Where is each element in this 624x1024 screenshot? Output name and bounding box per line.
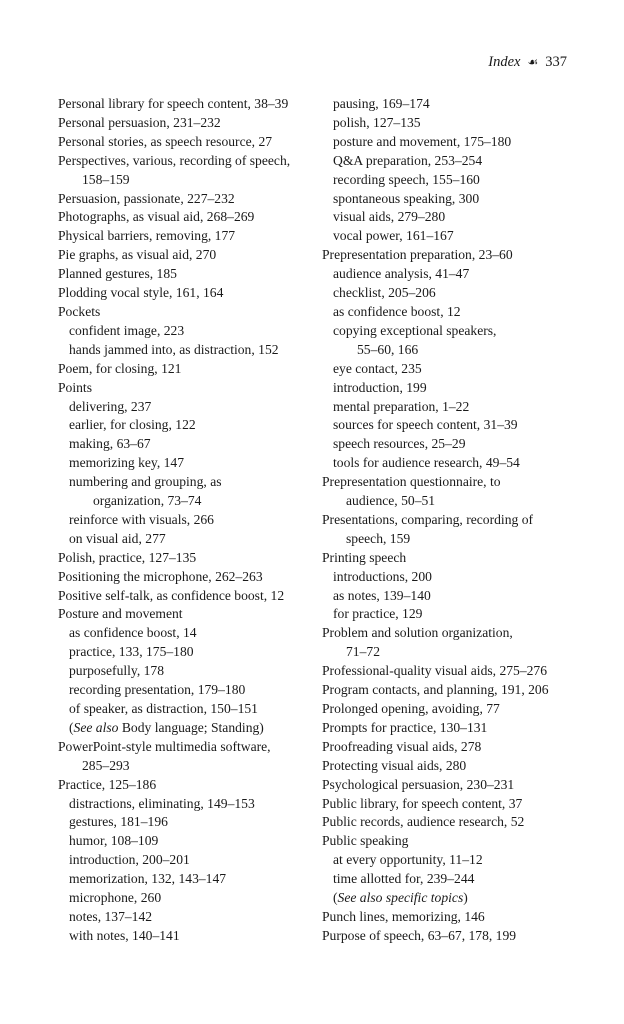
- entry-continuation: [322, 643, 582, 662]
- index-entry: [322, 549, 582, 568]
- entry-line: [322, 190, 582, 209]
- index-subentry: [58, 416, 308, 435]
- index-subentry: [322, 851, 582, 870]
- index-subentry: [322, 95, 582, 114]
- entry-text: distractions, eliminating, 149–153: [69, 795, 255, 811]
- index-entry: [58, 190, 308, 209]
- entry-line: [322, 473, 582, 492]
- entry-line: [58, 719, 308, 738]
- index-subentry: [322, 284, 582, 303]
- entry-line: [58, 511, 308, 530]
- entry-text: checklist, 205–206: [333, 285, 436, 301]
- entry-text: for practice, 129: [333, 606, 423, 622]
- index-subentry: [322, 190, 582, 209]
- entry-line: [58, 341, 308, 360]
- index-subentry: [322, 152, 582, 171]
- entry-text: visual aids, 279–280: [333, 209, 446, 225]
- entry-line: [58, 416, 308, 435]
- fleuron-ornament-icon: ☙: [527, 55, 539, 69]
- entry-continuation: [58, 492, 308, 511]
- entry-line: [58, 398, 308, 417]
- index-subentry: [58, 662, 308, 681]
- entry-line: [58, 927, 308, 946]
- index-subentry: [58, 908, 308, 927]
- index-entry: [58, 246, 308, 265]
- index-subentry: [322, 870, 582, 889]
- entry-text: Prepresentation preparation, 23–60: [322, 247, 513, 263]
- entry-text: Poem, for closing, 121: [58, 360, 182, 376]
- index-entry: [58, 738, 308, 776]
- entry-continuation: [322, 530, 582, 549]
- index-subentry: [322, 265, 582, 284]
- entry-line: [322, 360, 582, 379]
- index-subentry: [58, 454, 308, 473]
- index-entry: [322, 511, 582, 549]
- entry-line: [322, 927, 582, 946]
- entry-line: [58, 114, 308, 133]
- entry-text: as notes, 139–140: [333, 587, 431, 603]
- index-subentry: [322, 171, 582, 190]
- entry-continuation: [58, 757, 308, 776]
- entry-line: [58, 227, 308, 246]
- index-entry: [322, 473, 582, 511]
- entry-text: Persuasion, passionate, 227–232: [58, 190, 235, 206]
- index-subentry: [322, 568, 582, 587]
- entry-line: [58, 152, 308, 171]
- entry-text: PowerPoint-style multimedia software,: [58, 738, 271, 754]
- index-entry: [58, 114, 308, 133]
- entry-line: [58, 246, 308, 265]
- entry-text: eye contact, 235: [333, 360, 422, 376]
- entry-text: as confidence boost, 12: [333, 303, 461, 319]
- index-subentry: [58, 889, 308, 908]
- entry-line: [322, 757, 582, 776]
- index-subentry: [58, 322, 308, 341]
- entry-line: [58, 889, 308, 908]
- entry-line: [322, 133, 582, 152]
- entry-text: earlier, for closing, 122: [69, 417, 196, 433]
- entry-text: Personal library for speech content, 38–39: [58, 96, 289, 111]
- index-entry: [58, 587, 308, 606]
- entry-line: [322, 700, 582, 719]
- entry-text: time allotted for, 239–244: [333, 871, 475, 887]
- entry-line: [322, 114, 582, 133]
- index-entry: [322, 246, 582, 265]
- index-subentry: [322, 208, 582, 227]
- index-entry: [58, 303, 308, 322]
- entry-line: [58, 681, 308, 700]
- index-entry: [322, 927, 582, 946]
- index-subentry: [58, 473, 308, 511]
- entry-text: making, 63–67: [69, 436, 151, 452]
- entry-line: [58, 738, 308, 757]
- entry-text: with notes, 140–141: [69, 927, 180, 943]
- entry-text: memorization, 132, 143–147: [69, 871, 227, 887]
- index-entry: [58, 549, 308, 568]
- entry-line: [58, 530, 308, 549]
- index-subentry: [58, 511, 308, 530]
- index-subentry: [58, 681, 308, 700]
- entry-continuation-text: 158–159: [82, 171, 130, 187]
- index-entry: [58, 379, 308, 398]
- index-subentry: [58, 813, 308, 832]
- entry-text: Perspectives, various, recording of speech,: [58, 152, 291, 168]
- index-subentry: [322, 379, 582, 398]
- entry-line: [322, 681, 582, 700]
- entry-line: [58, 568, 308, 587]
- index-subentry: [58, 700, 308, 719]
- index-entry: [58, 776, 308, 795]
- entry-line: [322, 832, 582, 851]
- entry-continuation-text: speech, 159: [346, 530, 411, 546]
- entry-text: polish, 127–135: [333, 114, 421, 130]
- entry-line: [58, 870, 308, 889]
- index-subentry: [322, 322, 582, 360]
- entry-text: humor, 108–109: [69, 833, 159, 849]
- index-entry: [58, 133, 308, 152]
- entry-line: [322, 379, 582, 398]
- entry-text: Physical barriers, removing, 177: [58, 228, 236, 244]
- entry-line: [322, 284, 582, 303]
- entry-line: [58, 284, 308, 303]
- entry-text: Psychological persuasion, 230–231: [322, 776, 515, 792]
- index-entry: [58, 605, 308, 624]
- index-entry: [322, 776, 582, 795]
- index-column-left: [58, 95, 308, 946]
- entry-line: [322, 152, 582, 171]
- see-also-text: ): [463, 890, 468, 906]
- entry-text: Program contacts, and planning, 191, 206: [322, 682, 549, 698]
- entry-text: Plodding vocal style, 161, 164: [58, 285, 224, 301]
- entry-line: [58, 133, 308, 152]
- index-subentry: [322, 303, 582, 322]
- entry-text: reinforce with visuals, 266: [69, 511, 214, 527]
- index-subentry: [322, 889, 582, 908]
- entry-text: Proofreading visual aids, 278: [322, 738, 482, 754]
- index-subentry: [322, 416, 582, 435]
- entry-line: [58, 95, 308, 114]
- entry-text: tools for audience research, 49–54: [333, 455, 520, 471]
- entry-text: Punch lines, memorizing, 146: [322, 908, 485, 924]
- entry-line: [322, 587, 582, 606]
- entry-line: [322, 511, 582, 530]
- entry-line: [58, 643, 308, 662]
- index-entry: [322, 757, 582, 776]
- index-subentry: [58, 832, 308, 851]
- page-number: 337: [545, 54, 567, 70]
- entry-text: gestures, 181–196: [69, 814, 168, 830]
- entry-text: Printing speech: [322, 549, 407, 565]
- index-column-right: [322, 95, 582, 946]
- entry-continuation: [322, 341, 582, 360]
- entry-line: [322, 227, 582, 246]
- entry-line: [58, 662, 308, 681]
- see-also-open: (: [333, 890, 338, 906]
- entry-text: copying exceptional speakers,: [333, 322, 497, 338]
- entry-text: Problem and solution organization,: [322, 625, 513, 641]
- entry-text: on visual aid, 277: [69, 530, 166, 546]
- entry-continuation-text: 285–293: [82, 757, 130, 773]
- index-subentry: [58, 719, 308, 738]
- see-also-text: Body language; Standing): [118, 719, 264, 735]
- entry-text: of speaker, as distraction, 150–151: [69, 701, 258, 716]
- index-subentry: [322, 227, 582, 246]
- entry-text: Public library, for speech content, 37: [322, 795, 523, 811]
- entry-line: [322, 208, 582, 227]
- entry-line: [322, 568, 582, 587]
- see-also-label: See also specific topics: [337, 890, 464, 906]
- entry-text: Prepresentation questionnaire, to: [322, 474, 501, 490]
- entry-line: [322, 549, 582, 568]
- entry-line: [322, 738, 582, 757]
- index-entry: [58, 152, 308, 190]
- entry-line: [58, 549, 308, 568]
- entry-continuation: [322, 492, 582, 511]
- entry-line: [58, 776, 308, 795]
- index-entry: [322, 832, 582, 851]
- index-subentry: [58, 398, 308, 417]
- entry-text: audience analysis, 41–47: [333, 266, 470, 282]
- index-entry: [322, 624, 582, 662]
- entry-line: [58, 190, 308, 209]
- index-subentry: [58, 795, 308, 814]
- entry-line: [58, 265, 308, 284]
- entry-text: Presentations, comparing, recording of: [322, 511, 534, 527]
- index-subentry: [322, 454, 582, 473]
- entry-continuation-text: organization, 73–74: [93, 493, 202, 509]
- entry-text: memorizing key, 147: [69, 455, 185, 471]
- entry-line: [58, 587, 308, 606]
- index-subentry: [58, 643, 308, 662]
- index-entry: [322, 700, 582, 719]
- entry-text: introductions, 200: [333, 568, 432, 584]
- entry-line: [322, 889, 582, 908]
- entry-line: [322, 624, 582, 643]
- entry-line: [322, 303, 582, 322]
- entry-line: [322, 795, 582, 814]
- entry-line: [322, 322, 582, 341]
- entry-line: [58, 908, 308, 927]
- entry-text: posture and movement, 175–180: [333, 133, 512, 149]
- entry-line: [58, 322, 308, 341]
- index-entry: [58, 360, 308, 379]
- entry-text: delivering, 237: [69, 398, 152, 414]
- entry-text: Photographs, as visual aid, 268–269: [58, 209, 255, 225]
- entry-text: numbering and grouping, as: [69, 474, 222, 490]
- entry-text: introduction, 199: [333, 379, 427, 395]
- see-also-open: (: [69, 719, 74, 735]
- index-subentry: [322, 587, 582, 606]
- index-subentry: [322, 398, 582, 417]
- index-subentry: [58, 530, 308, 549]
- entry-line: [58, 832, 308, 851]
- entry-text: Positive self-talk, as confidence boost, 12: [58, 587, 285, 603]
- index-subentry: [322, 360, 582, 379]
- entry-text: Prompts for practice, 130–131: [322, 719, 488, 735]
- page-header: [488, 54, 567, 71]
- entry-line: [322, 454, 582, 473]
- entry-line: [58, 360, 308, 379]
- entry-text: Positioning the microphone, 262–263: [58, 568, 263, 584]
- index-subentry: [322, 435, 582, 454]
- entry-text: microphone, 260: [69, 890, 162, 906]
- index-subentry: [58, 624, 308, 643]
- entry-line: [322, 265, 582, 284]
- entry-text: Public records, audience research, 52: [322, 814, 525, 830]
- entry-text: pausing, 169–174: [333, 96, 430, 111]
- entry-line: [58, 851, 308, 870]
- entry-text: recording presentation, 179–180: [69, 682, 246, 698]
- entry-line: [58, 700, 308, 719]
- entry-line: [322, 719, 582, 738]
- entry-line: [58, 435, 308, 454]
- index-subentry: [58, 851, 308, 870]
- entry-continuation-text: 55–60, 166: [357, 341, 419, 357]
- entry-line: [322, 171, 582, 190]
- index-subentry: [58, 870, 308, 889]
- entry-text: Practice, 125–186: [58, 776, 157, 792]
- index-entry: [58, 284, 308, 303]
- entry-line: [322, 416, 582, 435]
- entry-line: [58, 795, 308, 814]
- entry-line: [58, 473, 308, 492]
- entry-line: [322, 851, 582, 870]
- entry-text: Pie graphs, as visual aid, 270: [58, 247, 217, 263]
- entry-text: purposefully, 178: [69, 663, 165, 679]
- index-entry: [58, 568, 308, 587]
- entry-text: Personal persuasion, 231–232: [58, 114, 221, 130]
- entry-text: vocal power, 161–167: [333, 228, 454, 244]
- entry-text: Posture and movement: [58, 606, 183, 622]
- entry-line: [322, 908, 582, 927]
- index-entry: [322, 681, 582, 700]
- entry-line: [322, 435, 582, 454]
- entry-text: hands jammed into, as distraction, 152: [69, 341, 279, 357]
- entry-line: [58, 208, 308, 227]
- entry-line: [58, 379, 308, 398]
- entry-text: Q&A preparation, 253–254: [333, 152, 483, 168]
- entry-text: speech resources, 25–29: [333, 436, 466, 452]
- entry-text: spontaneous speaking, 300: [333, 190, 480, 206]
- entry-continuation: [58, 171, 308, 190]
- entry-line: [322, 776, 582, 795]
- entry-text: introduction, 200–201: [69, 852, 190, 868]
- entry-line: [322, 398, 582, 417]
- index-entry: [58, 208, 308, 227]
- index-subentry: [58, 435, 308, 454]
- entry-line: [322, 870, 582, 889]
- index-entry: [322, 662, 582, 681]
- entry-text: sources for speech content, 31–39: [333, 417, 518, 433]
- entry-text: practice, 133, 175–180: [69, 644, 194, 660]
- index-subentry: [322, 133, 582, 152]
- index-entry: [322, 719, 582, 738]
- see-also-label: See also: [73, 719, 119, 735]
- index-entry: [322, 813, 582, 832]
- entry-text: Purpose of speech, 63–67, 178, 199: [322, 927, 517, 943]
- entry-text: Professional-quality visual aids, 275–276: [322, 663, 548, 679]
- entry-continuation-text: 71–72: [346, 644, 380, 660]
- entry-text: Points: [58, 379, 92, 395]
- index-entry: [322, 738, 582, 757]
- entry-line: [58, 624, 308, 643]
- entry-text: Personal stories, as speech resource, 27: [58, 133, 273, 149]
- index-subentry: [322, 605, 582, 624]
- entry-text: Polish, practice, 127–135: [58, 549, 197, 565]
- index-subentry: [322, 114, 582, 133]
- entry-text: mental preparation, 1–22: [333, 398, 470, 414]
- index-entry: [322, 795, 582, 814]
- entry-line: [58, 605, 308, 624]
- entry-text: as confidence boost, 14: [69, 625, 197, 641]
- entry-line: [58, 303, 308, 322]
- entry-line: [58, 454, 308, 473]
- index-entry: [58, 95, 308, 114]
- entry-line: [322, 662, 582, 681]
- entry-text: notes, 137–142: [69, 908, 153, 924]
- section-title: Index: [488, 54, 521, 70]
- index-subentry: [58, 927, 308, 946]
- entry-continuation-text: audience, 50–51: [346, 493, 436, 509]
- entry-text: Planned gestures, 185: [58, 266, 177, 282]
- index-entry: [58, 227, 308, 246]
- entry-text: confident image, 223: [69, 322, 185, 338]
- entry-text: Protecting visual aids, 280: [322, 757, 467, 773]
- entry-text: recording speech, 155–160: [333, 171, 480, 187]
- entry-text: Pockets: [58, 303, 101, 319]
- index-entry: [58, 265, 308, 284]
- entry-text: Prolonged opening, avoiding, 77: [322, 701, 500, 716]
- entry-line: [322, 246, 582, 265]
- entry-text: Public speaking: [322, 833, 409, 849]
- entry-line: [58, 813, 308, 832]
- index-entry: [322, 908, 582, 927]
- entry-line: [322, 95, 582, 114]
- entry-text: at every opportunity, 11–12: [333, 852, 483, 868]
- index-subentry: [58, 341, 308, 360]
- entry-line: [322, 813, 582, 832]
- entry-line: [322, 605, 582, 624]
